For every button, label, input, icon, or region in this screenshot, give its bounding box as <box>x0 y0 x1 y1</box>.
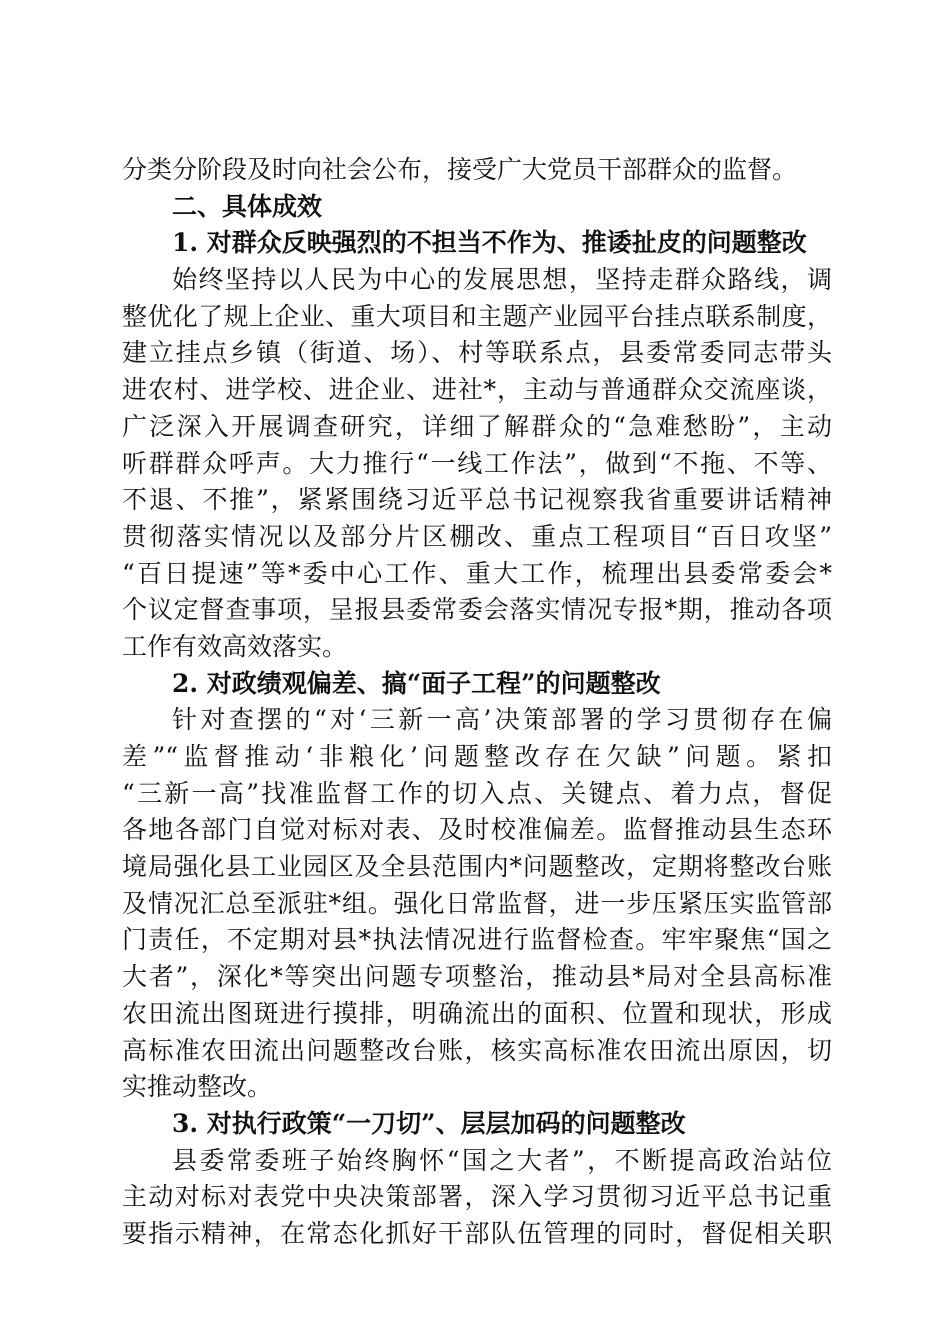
paragraph-line: 广泛深入开展调查研究，详细了解群众的“急难愁盼”，主动 <box>122 411 832 441</box>
paragraph-line: 建立挂点乡镇（街道、场）、村等联系点，县委常委同志带头 <box>122 338 832 368</box>
paragraph-line: 主动对标对表党中央决策部署，深入学习贯彻习近平总书记重 <box>122 1182 832 1212</box>
paragraph-line: 差”“监督推动‘非粮化’问题整改存在欠缺”问题。紧扣 <box>122 742 832 771</box>
paragraph-line: 境局强化县工业园区及全县范围内*问题整改，定期将整改台账 <box>122 852 832 882</box>
paragraph-line: 始终坚持以人民为中心的发展思想，坚持走群众路线，调 <box>172 265 832 295</box>
paragraph-line: 分类分阶段及时向社会公布，接受广大党员干部群众的监督。 <box>122 155 798 184</box>
paragraph-line: 各地各部门自觉对标对表、及时校准偏差。监督推动县生态环 <box>122 815 832 845</box>
paragraph-line: 高标准农田流出问题整改台账，核实高标准农田流出原因，切 <box>122 1035 832 1065</box>
paragraph-line: 大者”，深化*等突出问题专项整治，推动县*局对全县高标准 <box>122 962 832 992</box>
paragraph-line: 不退、不推”，紧紧围绕习近平总书记视察我省重要讲话精神 <box>122 485 832 515</box>
paragraph-line: 针对查摆的“对‘三新一高’决策部署的学习贯彻存在偏 <box>172 705 832 735</box>
paragraph-line: 工作有效高效落实。 <box>122 631 348 661</box>
paragraph-line: “百日提速”等*委中心工作、重大工作，梳理出县委常委会* <box>122 558 832 588</box>
paragraph-line: 个议定督查事项，呈报县委常委会落实情况专报*期，推动各项 <box>122 595 832 625</box>
paragraph-line: 听群群众呼声。大力推行“一线工作法”，做到“不拖、不等、 <box>122 448 832 478</box>
paragraph-line: 整优化了规上企业、重大项目和主题产业园平台挂点联系制度， <box>122 301 832 331</box>
subsection-heading: 2. 对政绩观偏差、搞“面子工程”的问题整改 <box>172 668 661 698</box>
paragraph-line: 及情况汇总至派驻*组。强化日常监督，进一步压紧压实监管部 <box>122 888 832 918</box>
paragraph-line: “三新一高”找准监督工作的切入点、关键点、着力点，督促 <box>122 778 832 808</box>
paragraph-line: 要指示精神，在常态化抓好干部队伍管理的同时，督促相关职 <box>122 1218 832 1248</box>
paragraph-line: 县委常委班子始终胸怀“国之大者”，不断提高政治站位 <box>172 1145 832 1175</box>
document-body <box>122 152 832 1253</box>
paragraph-line: 实推动整改。 <box>122 1072 273 1102</box>
paragraph-line: 进农村、进学校、进企业、进社*，主动与普通群众交流座谈， <box>122 375 832 405</box>
section-heading: 二、具体成效 <box>172 191 323 221</box>
paragraph-line: 门责任，不定期对县*执法情况进行监督检查。牢牢聚焦“国之 <box>122 925 832 955</box>
paragraph-line: 农田流出图斑进行摸排，明确流出的面积、位置和现状，形成 <box>122 998 832 1028</box>
subsection-heading: 1. 对群众反映强烈的不担当不作为、推诿扯皮的问题整改 <box>172 228 807 258</box>
subsection-heading: 3. 对执行政策“一刀切”、层层加码的问题整改 <box>172 1108 686 1138</box>
paragraph-line: 贯彻落实情况以及部分片区棚改、重点工程项目“百日攻坚” <box>122 521 832 551</box>
